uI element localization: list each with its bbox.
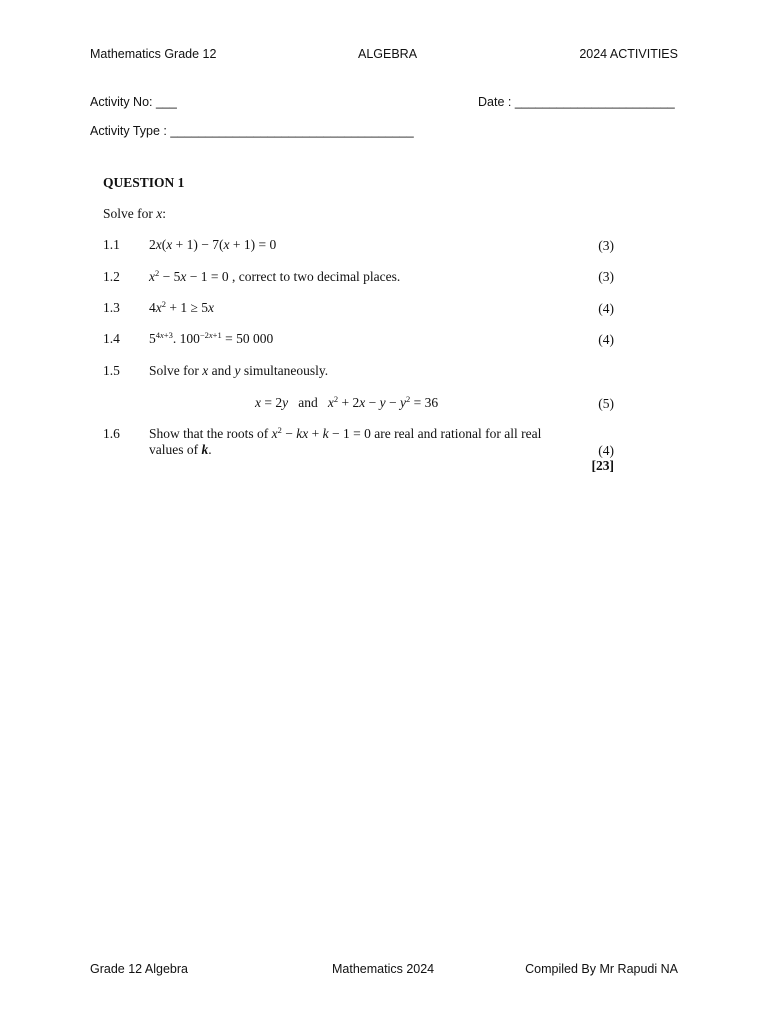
item-marks-1-3: (4) (598, 301, 614, 316)
item-equation-1-5: x = 2y and $x^2 + 2x - y - y^2 = 36$ (255, 394, 439, 410)
footer-center: Mathematics 2024 (332, 962, 435, 976)
question-intro: Solve for x: (103, 206, 167, 221)
item-equation-1-2: $x^2 - 5x - 1 = 0$ , correct to two decimal places. (149, 268, 401, 284)
footer-left: Grade 12 Algebra (90, 962, 188, 976)
item-number-1-3: 1.3 (103, 300, 120, 315)
item-text-1-6: Show that the roots of $x^2$ − kx + k − 1 = 0 are real and rational for all real (149, 425, 542, 441)
item-marks-1-5: (5) (598, 396, 614, 411)
item-number-1-4: 1.4 (103, 331, 120, 346)
footer-right: Compiled By Mr Rapudi NA (525, 962, 678, 976)
question-title: QUESTION 1 (103, 175, 185, 190)
activity-no-field: Activity No: ___ (90, 95, 177, 109)
item-marks-1-2: (3) (598, 269, 614, 284)
header-year: 2024 ACTIVITIES (579, 47, 678, 61)
item-marks-1-1: (3) (598, 238, 614, 253)
item-marks-1-6: (4) (598, 443, 614, 458)
item-text-1-6-line2: values of k. (149, 442, 212, 457)
item-equation-1-3: $4x^2 + 1 \ge 5x$ (149, 299, 215, 315)
date-field: Date : _______________________ (478, 95, 675, 109)
header-topic: ALGEBRA (358, 47, 418, 61)
header-subject: Mathematics Grade 12 (90, 47, 217, 61)
item-text-1-5: Solve for x and y simultaneously. (149, 363, 329, 378)
item-equation-1-4: $5^{4x+3}$. $100^{-2x+1} = 50$ 000 (149, 330, 274, 346)
item-number-1-2: 1.2 (103, 269, 120, 284)
item-number-1-1: 1.1 (103, 237, 120, 252)
item-equation-1-1: 2x(x + 1) − 7(x + 1) = 0 (149, 237, 277, 252)
item-number-1-5: 1.5 (103, 363, 120, 378)
question-total: [23] (591, 458, 614, 473)
activity-type-field: Activity Type : ___________________________________ (90, 124, 414, 138)
item-number-1-6: 1.6 (103, 426, 120, 441)
item-marks-1-4: (4) (598, 332, 614, 347)
